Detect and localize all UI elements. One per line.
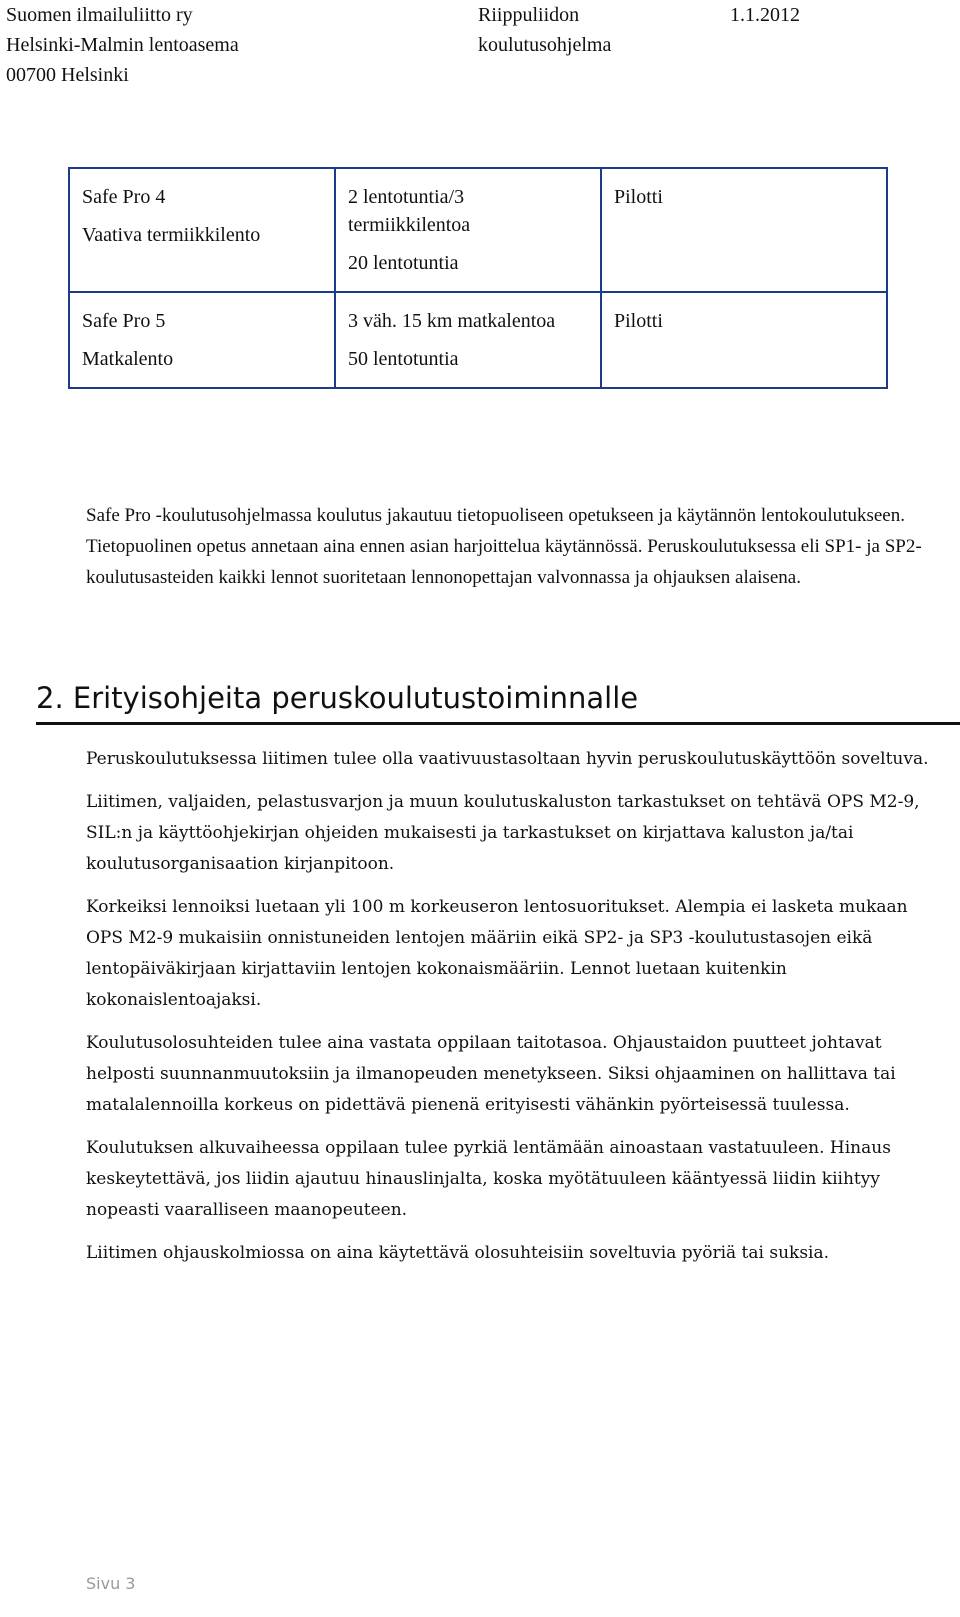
level-name: Safe Pro 5 [82,310,166,332]
requirement-cell [335,292,601,388]
role-cell [601,292,887,388]
role-text: Pilotti [614,186,663,208]
table-row [69,168,887,292]
training-levels-table [68,167,888,389]
document-date: 1.1.2012 [730,4,800,26]
org-location: Helsinki-Malmin lentoasema [6,34,239,56]
organization-block [6,0,239,90]
section-heading: 2. Erityisohjeita peruskoulutustoiminnalle [36,678,960,725]
doc-title-line1: Riippuliidon [478,4,580,26]
requirement-text: 3 väh. 15 km matkalentoa [348,310,556,332]
body-paragraph: Liitimen, valjaiden, pelastusvarjon ja muun koulutuskaluston tarkastukset on tehtävä OPS M2-9, SIL:n ja käyttöohjekirjan ohjeiden mukaisesti ja tarkastukset on kirjattava kaluston ja/tai koulutusorganisaation kirjanpitoon. [86,792,920,874]
body-paragraph: Korkeiksi lennoiksi luetaan yli 100 m korkeuseron lentosuoritukset. Alempia ei lasketa mukaan OPS M2-9 mukaisiin onnistuneiden lentojen määriin eikä SP2- ja SP3 -koulutustasojen eikä lentopäiväkirjaan kirjattaviin lentojen kokonaismääriin. Lennot luetaan kuitenkin kokonaislentoajaksi. [86,897,908,1010]
body-paragraph: Liitimen ohjauskolmiossa on aina käytettävä olosuhteisiin soveltuvia pyöriä tai suksia. [86,1243,830,1263]
body-paragraph: Peruskoulutuksessa liitimen tulee olla vaativuustasoltaan hyvin peruskoulutuskäyttöön soveltuva. [86,749,929,769]
doc-title-line2: koulutusohjelma [478,34,612,56]
body-paragraph: Koulutusolosuhteiden tulee aina vastata oppilaan taitotasoa. Ohjaustaidon puutteet johtavat helposti suunnanmuutoksiin ja ilmanopeuden menetykseen. Siksi ohjaaminen on hallittava tai matalalennoilla korkeus on pidettävä pienenä erityisesti vähänkin pyörteisessä tuulessa. [86,1033,896,1115]
role-cell [601,168,887,292]
org-postal: 00700 Helsinki [6,64,129,86]
body-paragraph: Koulutuksen alkuvaiheessa oppilaan tulee pyrkiä lentämään ainoastaan vastatuuleen. Hinaus keskeytettävä, jos liidin ajautuu hinauslinjalta, koska myötätuuleen kääntyessä liidin kiihtyy nopeasti vaaralliseen maanopeuteen. [86,1138,891,1220]
level-cell [69,168,335,292]
level-description: Matkalento [82,348,174,370]
requirement-text: 2 lentotuntia/3 termiikkilentoa [348,186,471,236]
requirement-cell [335,168,601,292]
org-name: Suomen ilmailuliitto ry [6,4,193,26]
page-number: Sivu 3 [86,1574,136,1593]
flight-hours: 20 lentotuntia [348,252,459,274]
intro-paragraph: Safe Pro -koulutusohjelmassa koulutus jakautuu tietopuoliseen opetukseen ja käytännön lentokoulutukseen. Tietopuolinen opetus annetaan aina ennen asian harjoittelua käytännössä. Peruskoulutuksessa eli SP1- ja SP2-koulutusasteiden kaikki lennot suoritetaan lennonopettajan valvonnassa ja ohjauksen alaisena. [86,505,922,588]
table-row [69,292,887,388]
flight-hours: 50 lentotuntia [348,348,459,370]
document-title-block [478,0,611,60]
level-cell [69,292,335,388]
role-text: Pilotti [614,310,663,332]
level-name: Safe Pro 4 [82,186,166,208]
level-description: Vaativa termiikkilento [82,224,261,246]
section-body [86,744,946,1281]
